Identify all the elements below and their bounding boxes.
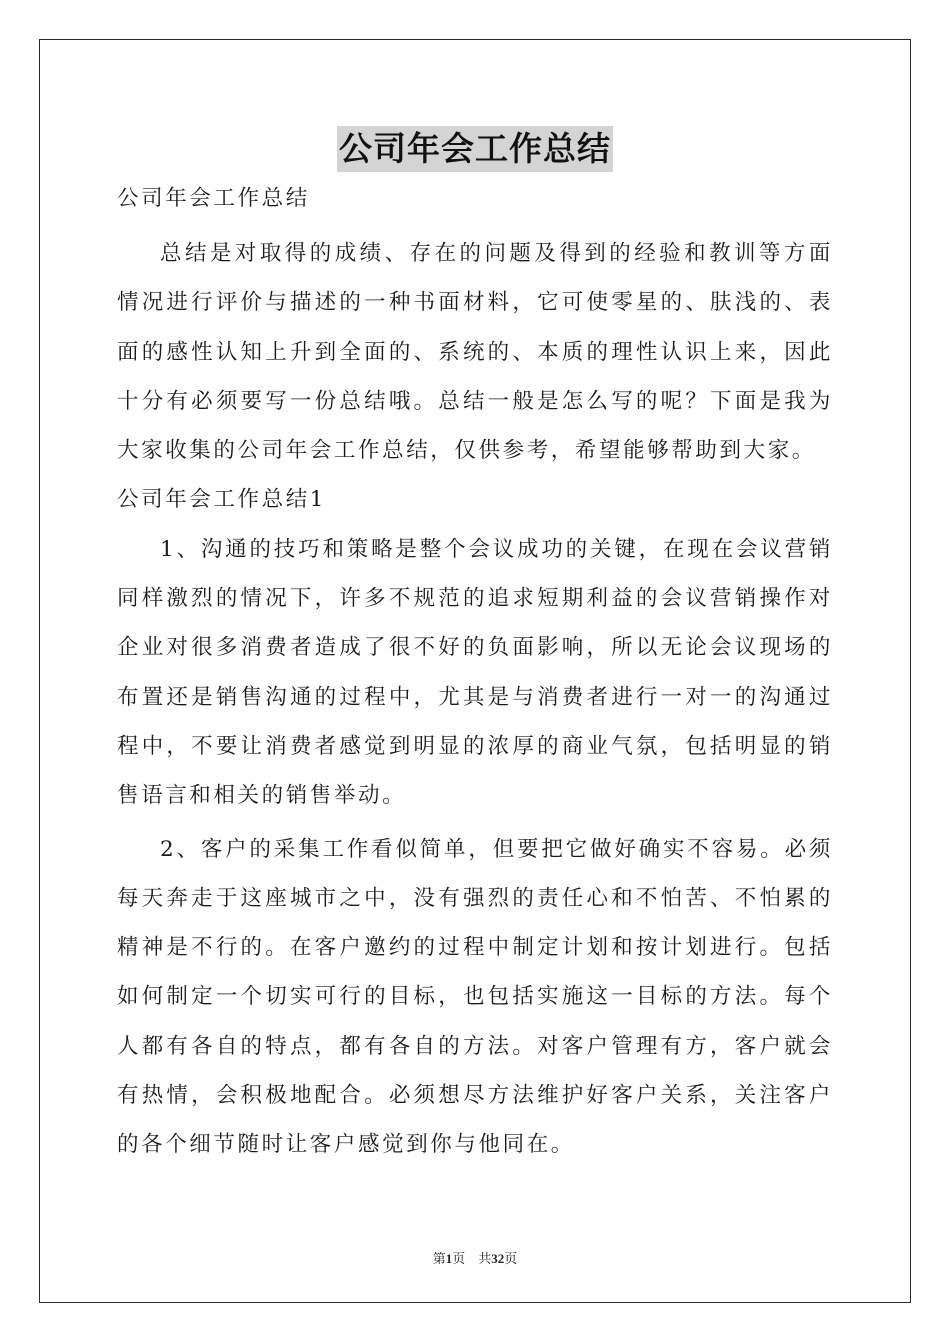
- total-prefix: 共: [478, 1251, 492, 1266]
- intro-paragraph: 总结是对取得的成绩、存在的问题及得到的经验和教训等方面情况进行评价与描述的一种书面材料，它可使零星的、肤浅的、表面的感性认知上升到全面的、系统的、本质的理性认识上来，因此十分有必须要写一份总结哦。总结一般是怎么写的呢？下面是我为大家收集的公司年会工作总结，仅供参考，希望能够帮助到大家。: [117, 241, 833, 464]
- paragraph-1: 1、沟通的技巧和策略是整个会议成功的关键，在现在会议营销同样激烈的情况下，许多不规范的追求短期利益的会议营销操作对企业对很多消费者造成了很不好的负面影响，所以无论会议现场的布置还是销售沟通的过程中，尤其是与消费者进行一对一的沟通过程中，不要让消费者感觉到明显的浓厚的商业气氛，包括明显的销售语言和相关的销售举动。: [117, 536, 833, 809]
- section-heading: 公司年会工作总结1: [117, 487, 327, 513]
- page-suffix: 页: [452, 1251, 466, 1266]
- page-footer: [0, 1248, 950, 1267]
- total-suffix: 页: [504, 1251, 518, 1266]
- page-prefix: 第: [432, 1251, 446, 1266]
- document-title: 公司年会工作总结: [337, 126, 613, 172]
- document-subtitle: 公司年会工作总结: [117, 186, 310, 211]
- paragraph-2: 2、客户的采集工作看似简单，但要把它做好确实不容易。必须每天奔走于这座城市之中，没有强烈的责任心和不怕苦、不怕累的精神是不行的。在客户邀约的过程中制定计划和按计划进行。包括如何制定一个切实可行的目标，也包括实施这一目标的方法。每个人都有各自的特点，都有各自的方法。对客户管理有方，客户就会有热情，会积极地配合。必须想尽方法维护好客户关系，关注客户的各个细节随时让客户感觉到你与他同在。: [117, 836, 833, 1158]
- total-pages: 32: [491, 1251, 505, 1266]
- title-container: [0, 126, 950, 172]
- document-body: [117, 229, 833, 1170]
- page-number: 1: [445, 1251, 453, 1266]
